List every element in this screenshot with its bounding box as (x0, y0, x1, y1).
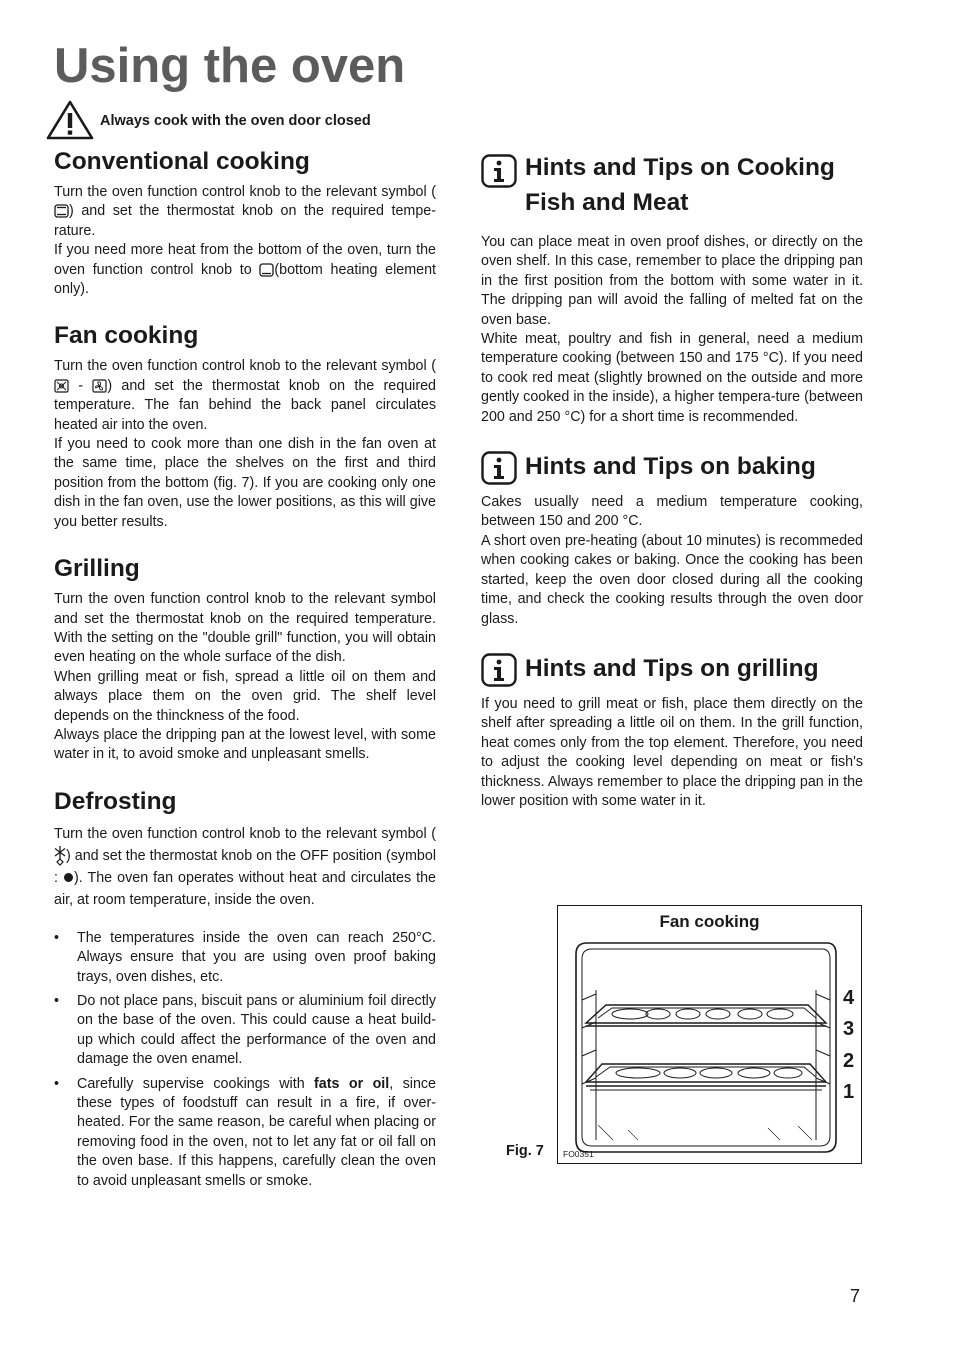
figure-title: Fan cooking (659, 912, 760, 931)
info-icon (481, 451, 517, 485)
hints-fish-para-2: White meat, poultry and fish in general, need a medium temperature cooking (between 150 and 175 °C). If you need to cook red meat (slightly browned on the outside and more gently cooked in the inside), a higher tempera-ture (between 200 and 250 °C) for a short time is recommended. (481, 331, 863, 425)
off-dot-icon (63, 872, 74, 883)
shelf-level-2: 2 (843, 1050, 855, 1072)
info-icon (481, 154, 517, 188)
conventional-para-2: If you need more heat from the bottom of the oven, turn the oven function control knob to (bottom heating element only). (54, 242, 436, 298)
warning-text: Always cook with the oven door closed (100, 113, 371, 129)
shelf-level-3: 3 (843, 1018, 855, 1040)
bottom-heat-icon (259, 263, 274, 277)
defrosting-para-1: Turn the oven function control knob to the relevant symbol () and set the thermostat knob on the OFF position (symbol : ). The oven fan operates without heat and circulates the air, at room temperature, inside the oven. (54, 825, 436, 908)
heading-grilling: Grilling (54, 555, 140, 583)
grilling-para-2: When grilling meat or fish, spread a little oil on them and always place them on the oven grid. The shelf level depends on the thinckness of the food. (54, 668, 436, 724)
figure-code: FO0351 (563, 1149, 594, 1159)
hints-fish-para-1: You can place meat in oven proof dishes, or directly on the oven shelf. In this case, remember to place the dripping pan in the first position from the bottom with some water in it. The dripping pan will avoid the falling of melted fat on the oven base. (481, 234, 863, 328)
list-item: • Carefully supervise cookings with fats or oil, since these types of foodstuff can result in a fire, if over-heated. For the same reason, be careful when placing or removing food in the oven, not to let any fat or oil fall on the oven base. If this happens, carefully clean the oven to avoid unpleasant smells or smoke. (54, 1075, 436, 1189)
fan-para-1: Turn the oven function control knob to the relevant symbol ( - ) and set the thermostat knob on the required temperature. The fan behind the back panel circulates heated air into the oven. (54, 358, 436, 433)
conventional-heat-icon (54, 204, 69, 218)
fan-icon (92, 379, 107, 393)
section-hints-grilling (481, 651, 863, 811)
heading-defrosting: Defrosting (54, 787, 177, 815)
defrost-icon (54, 846, 66, 866)
grilling-para-1: Turn the oven function control knob to the relevant symbol and set the thermostat knob on the required temperature. With the setting on the "double grill" function, you will obtain even heating on the whole surface of the dish. (54, 591, 436, 666)
fan-grill-icon (54, 379, 69, 393)
heading-hints-grilling: Hints and Tips on grilling (525, 654, 819, 682)
safety-bullets (54, 929, 436, 1191)
info-icon (481, 653, 517, 687)
grilling-para-3: Always place the dripping pan at the lowest level, with some water in it, to avoid smoke and unpleasant smells. (54, 726, 436, 763)
right-column (481, 150, 863, 833)
page-number: 7 (850, 1286, 861, 1306)
hints-baking-para-2: A short oven pre-heating (about 10 minutes) is recommeded when cooking cakes or baking. Once the cooking has been started, keep the oven door closed during all the cooking time, and check the cooking results through the oven door glass. (481, 532, 863, 627)
heading-hints-baking: Hints and Tips on baking (525, 453, 816, 481)
list-item: • Do not place pans, biscuit pans or aluminium foil directly on the base of the oven. This could cause a heat build-up which could affect the performance of the oven and damage the oven enamel. (54, 992, 436, 1068)
hints-grilling-para-1: If you need to grill meat or fish, place them directly on the shelf after spreading a little oil on them. In the grill function, heat comes only from the top element. Therefore, you need to adjust the cooking level depending on meat or fish's thickness. Always remember to place the dripping pan in the lower position with some water in it. (481, 695, 863, 809)
section-grilling (54, 554, 436, 765)
left-column (54, 147, 436, 1196)
section-defrosting (54, 787, 436, 911)
section-hints-baking (481, 449, 863, 629)
oven-illustration (568, 940, 838, 1155)
figure-label: Fig. 7 (506, 1143, 544, 1159)
hints-baking-para-1: Cakes usually need a medium temperature cooking, between 150 and 200 °C. (481, 494, 863, 530)
section-fan (54, 321, 436, 532)
heading-fan: Fan cooking (54, 322, 199, 350)
warning-triangle-icon (46, 100, 94, 140)
page-title: Using the oven (54, 39, 406, 93)
section-conventional (54, 147, 436, 299)
figure-fan-cooking (557, 905, 862, 1164)
shelf-level-1: 1 (843, 1081, 855, 1103)
shelf-level-4: 4 (843, 987, 855, 1009)
heading-conventional: Conventional cooking (54, 148, 310, 175)
warning-notice (46, 100, 371, 140)
section-hints-fish (481, 150, 863, 427)
conventional-para-1: Turn the oven function control knob to the relevant symbol () and set the thermostat knob on the required tempe-rature. (54, 184, 436, 239)
heading-hints-fish: Hints and Tips on Cooking Fish and Meat (525, 154, 835, 216)
list-item: • The temperatures inside the oven can reach 250°C. Always ensure that you are using oven proof baking trays, oven dishes, etc. (54, 929, 436, 985)
fan-para-2: If you need to cook more than one dish in the fan oven at the same time, place the shelves on the first and third position from the bottom (fig. 7). If you are cooking only one dish in the fan oven, use the lower positions, as this will give you better results. (54, 436, 436, 530)
